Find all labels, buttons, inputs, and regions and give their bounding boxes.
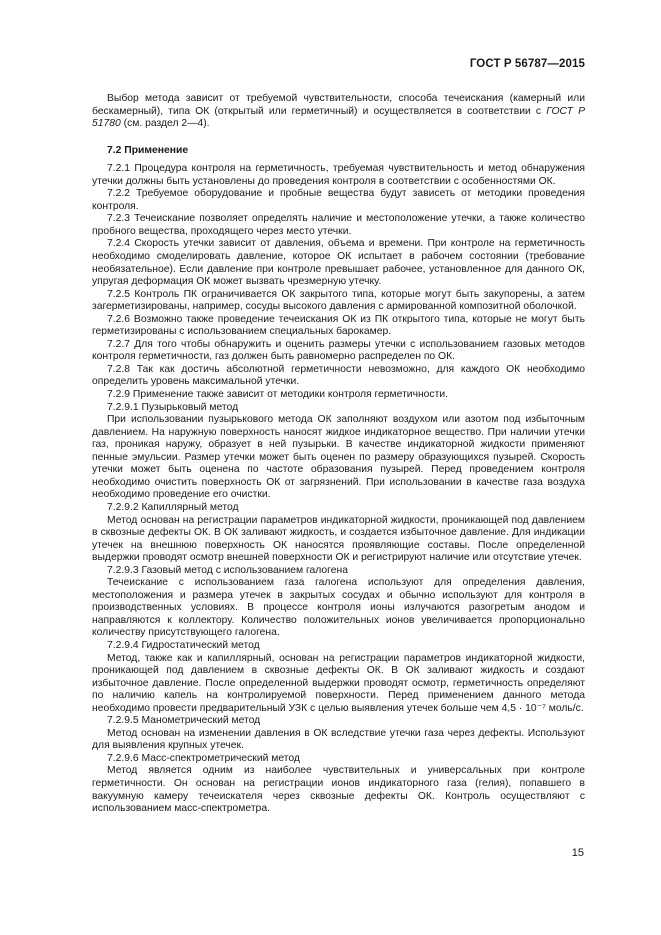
paragraph-mass-spectrometric-method: Метод является одним из наиболее чувствительных и универсальных при контроле герметичности. Он основан на регистрации ионов индикаторного газа (гелия), попавшего в вакуумную камеру течеискателя через сквозные дефекты ОК. Контроль осуществляют с использованием масс-спектрометра. <box>92 765 585 815</box>
paragraph-7-2-2: 7.2.2 Требуемое оборудование и пробные вещества будут зависеть от методики проведения контроля. <box>92 188 585 212</box>
intro-paragraph <box>92 93 585 131</box>
paragraph-7-2-4: 7.2.4 Скорость утечки зависит от давления, объема и времени. При контроле на герметичность необходимо смоделировать давление, которое ОК испытает в рабочем состоянии (требование необязательное). Если давление при контроле превышает рабочее, установленное для данного ОК, упругая деформация ОК может вызвать чрезмерную утечку. <box>92 238 585 288</box>
paragraph-halogen-method: Течеискание с использованием газа галогена используют для определения давления, местоположения и размера утечек в закрытых сосудах и обычно используют для контроля в производственных условиях. В процессе контроля ионы излучаются разогретым анодом и направляются к коллектору. Количество положительных ионов увеличивается пропорционально количеству присутствующего галогена. <box>92 577 585 639</box>
document-header: ГОСТ Р 56787—2015 <box>469 58 585 70</box>
section-heading: 7.2 Применение <box>107 144 189 156</box>
paragraph-7-2-7: 7.2.7 Для того чтобы обнаружить и оценить размеры утечки с использованием газовых методов контроля герметичности, газ должен быть равномерно распределен по ОК. <box>92 338 585 363</box>
standard-reference: ГОСТ Р 51780 <box>92 105 586 130</box>
paragraph-7-2-5: 7.2.5 Контроль ПК ограничивается ОК закрытого типа, которые могут быть закупорены, а затем загерметизированы, например, сосуды высокого давления с армированной композитной оболочкой. <box>92 288 585 313</box>
subheading-bubble-method: 7.2.9.1 Пузырьковый метод <box>107 401 239 413</box>
paragraph-capillary-method: Метод основан на регистрации параметров индикаторной жидкости, проникающей под давлением в сквозные дефекты ОК. В ОК заливают жидкость, и создается избыточное давление. Для индикации утечек на внешнюю поверхность ОК наносятся проявляющие составы. После определенной выдержки проводят осмотр внешней поверхности ОК и регистрируют наличие или отсутствие утечек. <box>92 514 585 564</box>
document-body <box>92 93 585 816</box>
subheading-halogen-method: 7.2.9.3 Газовый метод с использованием галогена <box>107 564 348 576</box>
paragraph-bubble-method: При использовании пузырькового метода ОК заполняют воздухом или азотом под избыточным давлением. На наружную поверхность наносят жидкое индикаторное вещество. При наличии утечки газ, проникая наружу, образует в ней пузырьки. В качестве индикаторной жидкости применяют пенные эмульсии. Размер утечки может быть оценен по размеру образующихся пузырей. Скорость утечки может быть оценена по частоте образования пузырей. Перед проведением контроля необходимо очистить поверхность ОК от загрязнений. При использовании в качестве газа воздуха необходимо проведение его очистки. <box>92 414 585 501</box>
subheading-capillary-method: 7.2.9.2 Капиллярный метод <box>107 501 239 513</box>
paragraph-7-2-8: 7.2.8 Так как достичь абсолютной герметичности невозможно, для каждого ОК необходимо определить уровень максимальной утечки. <box>92 363 585 388</box>
paragraph-7-2-6: 7.2.6 Возможно также проведение течеискания ОК из ПК открытого типа, которые не могут быть герметизированы с использованием специальных барокамер. <box>92 313 585 338</box>
intro-text: Выбор метода зависит от требуемой чувствительности, способа течеискания (камерный или бескамерный), типа ОК (открытый или герметичный) и осуществляется в соответствии с <box>92 93 585 117</box>
intro-text-end: (см. раздел 2—4). <box>120 118 210 130</box>
subheading-manometric-method: 7.2.9.5 Манометрический метод <box>107 715 261 727</box>
subheading-hydrostatic-method: 7.2.9.4 Гидростатический метод <box>107 639 260 651</box>
page-number: 15 <box>571 847 584 859</box>
paragraph-hydrostatic-method: Метод, также как и капиллярный, основан на регистрации параметров индикаторной жидкости, проникающей под давлением в сквозные дефекты ОК. В ОК заливают жидкость и создают избыточное давление. После определенной выдержки проводят осмотр, герметичность определяют по наличию капель на контролируемой поверхности. Перед применением данного метода необходимо провести предварительный УЗК с целью выявления утечек больше чем 4,5 · 10⁻⁷ моль/с. <box>92 652 585 714</box>
paragraph-7-2-3: 7.2.3 Течеискание позволяет определять наличие и местоположение утечки, а также количество пробного вещества, проходящего через место утечки. <box>92 213 585 237</box>
paragraph-manometric-method: Метод основан на изменении давления в ОК вследствие утечки газа через дефекты. Используют для выявления крупных утечек. <box>92 727 585 752</box>
paragraph-7-2-9: 7.2.9 Применение также зависит от методики контроля герметичности. <box>107 389 448 401</box>
subheading-mass-spectrometric-method: 7.2.9.6 Масс-спектрометрический метод <box>107 752 300 764</box>
paragraph-7-2-1: 7.2.1 Процедура контроля на герметичность, требуемая чувствительность и метод обнаружения утечки должны быть установлены до проведения контроля в соответствии с особенностями ОК. <box>92 163 585 187</box>
